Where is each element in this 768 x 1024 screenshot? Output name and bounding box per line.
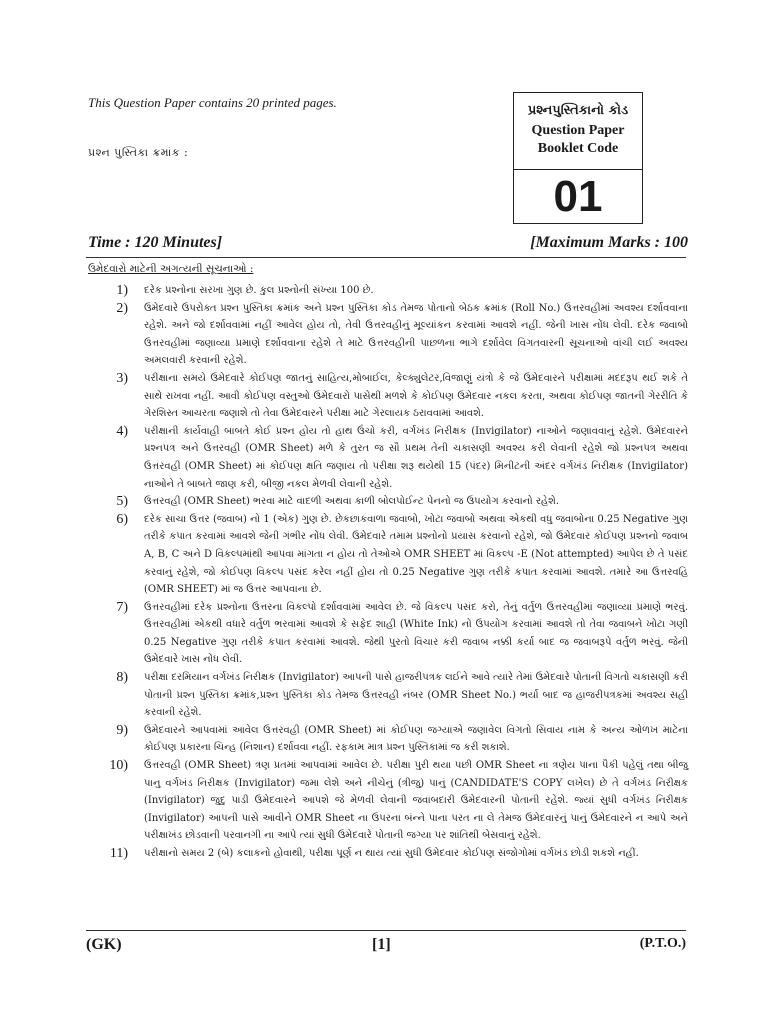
page-number: [1] [372, 936, 391, 953]
instruction-number: 6) [116, 511, 128, 527]
printed-pages-note: This Question Paper contains 20 printed pages. [88, 95, 337, 110]
booklet-code-english-title-2: Booklet Code [537, 141, 619, 156]
instruction-text: પરીક્ષાનો સમય 2 (બે) કલાકનો હોવાથી, પરીક્ષા પૂર્ણ ન થાય ત્યાં સુધી ઉમેદવાર કોઈપણ સંજોગોમાં વર્ગખંડ છોડી શકશે નહીં. [144, 848, 639, 859]
booklet-number-label: પ્રશ્ન પુસ્તિકા ક્રમાંક : [88, 146, 189, 159]
instruction-number: 5) [116, 494, 128, 510]
booklet-code-english-title-1: Question Paper [531, 123, 625, 138]
instruction-item [88, 757, 688, 845]
instructions-list [88, 282, 688, 863]
booklet-code-box [513, 92, 643, 224]
instruction-number: 1) [116, 283, 128, 298]
booklet-code-gujarati-title: પ્રશ્નપુસ્તિકાનો કોડ [527, 103, 629, 118]
instruction-item [88, 370, 688, 423]
instruction-number: 7) [116, 599, 128, 615]
instruction-item [88, 493, 688, 511]
footer-divider [86, 930, 686, 931]
booklet-code-divider [514, 169, 642, 170]
booklet-code-value: 01 [553, 172, 603, 221]
instruction-number: 8) [116, 670, 128, 686]
instruction-item [88, 669, 688, 722]
instruction-text: ઉમેદવારને આપવામાં આવેલ ઉત્તરવહી (OMR Sheet) માં કોઈપણ જગ્યાએ જણાવેલ વિગતો સિવાય નામ કે અન્ય ઓળખ માટેના કોઈપણ પ્રકારના ચિન્હ (નિશાન) દર્શાવવા નહીં. રફકામ માત્ર પ્રશ્ન પુસ્તિકામાં જ કરી શકાશે. [144, 724, 688, 754]
instruction-text: પરીક્ષાની કાર્યવાહી બાબતે કોઈ પ્રશ્ન હોય તો હાથ ઉંચો કરી, વર્ગખંડ નિરીક્ષક (Invigilator) નાઓને જણાવવાનું રહેશે. ઉમેદવારને પ્રશ્નપત્ર અને ઉત્તરવહી (OMR Sheet) મળે કે તુરત જ સૌ પ્રથમ તેની ચકાસણી અવશ્ય કરી લેવાની રહેશે જો પ્રશ્નપત્ર અથવા ઉત્તરવહી (OMR Sheet) માં કોઈપણ ક્ષતિ જણાય તો પરીક્ષા શરૂ થયેથી 15 (પંદર) મિનીટની અંદર વર્ગખંડ નિરીક્ષક (Invigilator) નાઓને તે બાબતે જાણ કરી, બીજી નકલ મેળવી લેવાની રહેશે. [144, 425, 688, 490]
instruction-text: ઉત્તરવહીમાં દરેક પ્રશ્નોના ઉત્તરના વિકલ્પો દર્શાવવામાં આવેલ છે. જે વિકલ્પ પસંદ કરો, તેનું વર્તુળ ઉત્તરવહીમાં જણાવ્યા પ્રમાણે ભરવું. ઉત્તરવહીમાં એકથી વધારે વર્તુળ ભરવામાં આવશે કે સફેદ શાહી (White Ink) નો ઉપયોગ કરવામાં આવશે તો તેવા જવાબને ખોટા ગણી 0.25 Negative ગુણ તરીકે કપાત કરવામાં આવશે. જેથી પુરતો વિચાર કરી જવાબ નક્કી કર્યા બાદ જ જવાબરૂપે વર્તુળ ભરવું. જેની ઉમેદવારે ખાસ નોંધ લેવી. [144, 601, 688, 666]
instructions-heading: ઉમેદવારો માટેની અગત્યની સૂચનાઓ : [88, 263, 254, 275]
instruction-item [88, 511, 688, 599]
instruction-number: 2) [116, 300, 128, 316]
instruction-number: 9) [116, 722, 128, 738]
instruction-number: 11) [109, 846, 128, 861]
instruction-text: પરીક્ષા દરમિયાન વર્ગખંડ નિરીક્ષક (Invigilator) આપની પાસે હાજરીપત્રક લઈને આવે ત્યારે તેમાં ઉમેદવારે પોતાની વિગતો ચકાસણી કરી પોતાની પ્રશ્ન પુસ્તિકા ક્રમાંક,પ્રશ્ન પુસ્તિકા કોડ તેમજ ઉત્તરવહી નંબર (OMR Sheet No.) ભર્યા બાદ જ હાજરીપત્રકમાં અવશ્ય સહી કરવાની રહેશે. [144, 672, 688, 719]
instruction-number: 10) [109, 758, 128, 774]
instruction-number: 4) [116, 423, 128, 439]
subject-code: (GK) [86, 936, 122, 953]
instruction-item [88, 282, 688, 300]
instruction-item [88, 423, 688, 493]
instruction-text: દરેક સાચા ઉત્તર (જવાબ) નો 1 (એક) ગુણ છે. છેકછાકવાળા જવાબો, ખોટા જવાબો અથવા એકથી વધુ જવાબોના 0.25 Negative ગુણ તરીકે કપાત કરવામાં આવશે જેની ગંભીર નોંધ લેવી. ઉમેદવારે તમામ પ્રશ્નોનો પ્રયાસ કરવાનો રહેશે, જો ઉમેદવાર કોઈપણ પ્રશ્નનો જવાબ A, B, C અને D વિકલ્પમાંથી આપવા માંગતા ન હોય તો તેઓએ OMR SHEET માં વિકલ્પ -E (Not attempted) આપેલ છે તે પસંદ કરવાનું રહેશે, જો કોઈપણ વિકલ્પ પસંદ કરેલ નહીં હોય તો 0.25 Negative ગુણ તરીકે કપાત કરવામાં આવશે. તમારે આ ઉત્તરવહિ (OMR SHEET) માં જ ઉત્તર આપવાના છે. [144, 513, 688, 596]
header-divider [86, 257, 686, 258]
instruction-item [88, 599, 688, 669]
instruction-text: ઉત્તરવહી (OMR Sheet) ત્રણ પ્રતમાં આપવામાં આવેલ છે. પરીક્ષા પુરી થયા પછી OMR Sheet ના ત્રણેય પાના પૈકી પહેલું તથા બીજુ પાનુ વર્ગખંડ નિરીક્ષક (Invigilator) જમા લેશે અને નીચેનું (ત્રીજુ) પાનું (CANDIDATE'S COPY લખેલ) છે તે વર્ગખંડ નિરીક્ષક (Invigilator) જુદુ પાડી ઉમેદવારને આપશે જે મેળવી લેવાની જવાબદારી ઉમેદવારની પોતાની રહેશે. જ્યાં સુધી વર્ગખંડ નિરીક્ષક (Invigilator) આપની પાસે આવીને OMR Sheet ના ઉપરના બંન્ને પાના પરત ના લે તેમજ ઉમેદવારનું પાનું ઉમેદવારને ન આપે અને પરીક્ષાખંડ છોડવાની પરવાનગી ના આપે ત્યાં સુધી ઉમેદવારે પોતાની જગ્યા પર શાંતિથી બેસવાનું રહેશે. [144, 760, 688, 842]
instruction-item [88, 300, 688, 370]
exam-time: Time : 120 Minutes] [88, 234, 223, 251]
instruction-item [88, 722, 688, 757]
maximum-marks: [Maximum Marks : 100 [530, 234, 688, 251]
please-turn-over: (P.T.O.) [639, 936, 686, 951]
instruction-number: 3) [116, 370, 128, 386]
instruction-text: પરીક્ષાના સમયે ઉમેદવારે કોઈપણ જાતનું સાહિત્ય,મોબાઈલ, કેલ્ક્યુલેટર,વિજાણું યંત્રો કે જે ઉમેદવારને પરીક્ષામાં મદદરૂપ થઈ શકે તે સાથે રાખવા નહીં. આવી કોઈપણ વસ્તુઓ ઉમેદવારો પાસેથી મળશે કે કોઈપણ ઉમેદવાર નકલ કરતા, અથવા કોઈપણ જાતની ગેરરીતિ કે ગેરશિસ્ત આચરતા જણાશે તો તેવા ઉમેદવારને પરીક્ષા માટે ગેરલાયક ઠરાવવામાં આવશે. [144, 372, 688, 420]
instruction-text: દરેક પ્રશ્નોના સરખા ગુણ છે. કુલ પ્રશ્નોની સંખ્યા 100 છે. [144, 285, 374, 296]
instruction-text: ઉત્તરવહી (OMR Sheet) ભરવા માટે વાદળી અથવા કાળી બોલપોઈન્ટ પેનનો જ ઉપયોગ કરવાનો રહેશે. [144, 496, 560, 508]
instruction-text: ઉમેદવારે ઉપરોક્ત પ્રશ્ન પુસ્તિકા ક્રમાંક અને પ્રશ્ન પુસ્તિકા કોડ તેમજ પોતાનો બેઠક ક્રમાંક (Roll No.) ઉત્તરવહીમાં અવશ્ય દર્શાવવાના રહેશે. અને જો દર્શાવવામાં નહીં આવેલ હોય તો, તેવી ઉત્તરવહીનું મૂલ્યાંકન કરવામાં આવશે નહીં. જેની ખાસ નોંધ લેવી. દરેક જવાબો ઉત્તરવહીમાં જણાવ્યા પ્રમાણે દર્શાવવાના રહેશે તે માટે ઉત્તરવહીની પાછળના ભાગે દર્શાવેલ વિગતવારની સૂચનાઓ વાંચી લઈ અવશ્ય અમલવારી કરવાની રહેશે. [144, 302, 688, 367]
instruction-item [88, 845, 688, 863]
